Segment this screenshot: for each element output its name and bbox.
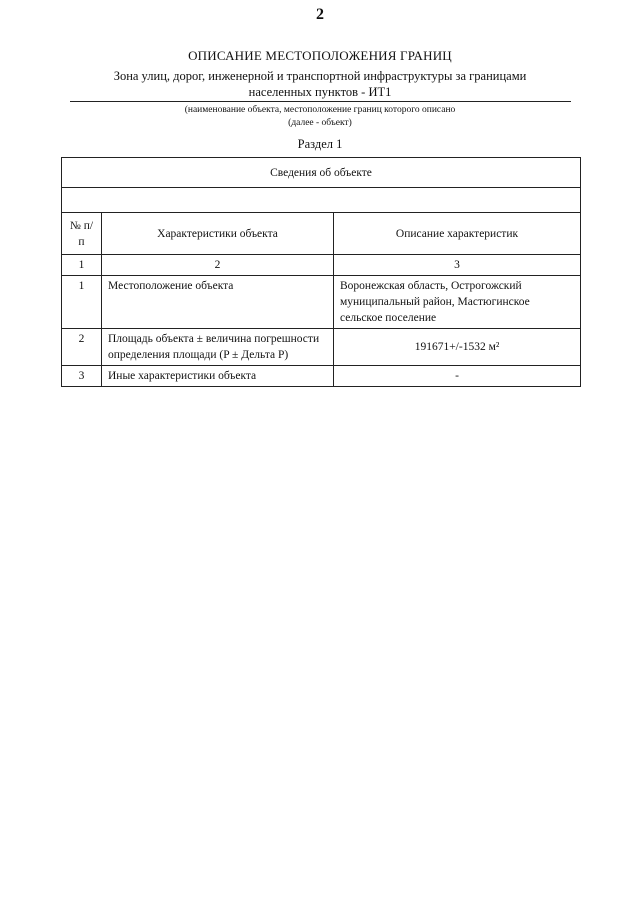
column-header-characteristic: Характеристики объекта	[102, 213, 334, 255]
column-number: 2	[102, 255, 334, 276]
row-num: 1	[62, 276, 102, 329]
caption-line-1: (наименование объекта, местоположение границ которого описано	[184, 105, 456, 115]
row-num: 2	[62, 329, 102, 366]
table-title-row	[62, 158, 581, 188]
table-row	[62, 366, 581, 387]
table-title: Сведения об объекте	[62, 158, 581, 188]
row-characteristic: Местоположение объекта	[102, 276, 334, 329]
column-number: 1	[62, 255, 102, 276]
column-header-num: № п/п	[62, 213, 102, 255]
column-number: 3	[334, 255, 581, 276]
row-characteristic: Площадь объекта ± величина погрешности определения площади (P ± Дельта P)	[102, 329, 334, 366]
column-number-row	[62, 255, 581, 276]
object-name-line-1: Зона улиц, дорог, инженерной и транспортной инфраструктуры за границами	[113, 69, 527, 83]
section-title: Раздел 1	[297, 137, 343, 151]
object-name	[70, 68, 570, 100]
page-number: 2	[316, 6, 324, 23]
table-blank-cell	[62, 188, 581, 213]
row-num: 3	[62, 366, 102, 387]
table-row	[62, 329, 581, 366]
row-description: Воронежская область, Острогожский муниципальный район, Мастюгинское сельское поселение	[334, 276, 581, 329]
object-name-caption	[0, 104, 640, 130]
column-header-description: Описание характеристик	[334, 213, 581, 255]
row-description: 191671+/-1532 м²	[334, 329, 581, 366]
table-row	[62, 276, 581, 329]
document-title: ОПИСАНИЕ МЕСТОПОЛОЖЕНИЯ ГРАНИЦ	[188, 48, 452, 63]
column-header-row	[62, 213, 581, 255]
object-info-table	[61, 157, 581, 387]
object-name-line-2: населенных пунктов - ИТ1	[248, 85, 392, 99]
row-description: -	[334, 366, 581, 387]
row-characteristic: Иные характеристики объекта	[102, 366, 334, 387]
table-blank-row	[62, 188, 581, 213]
caption-line-2: (далее - объект)	[288, 118, 352, 128]
object-name-underline	[70, 101, 571, 102]
